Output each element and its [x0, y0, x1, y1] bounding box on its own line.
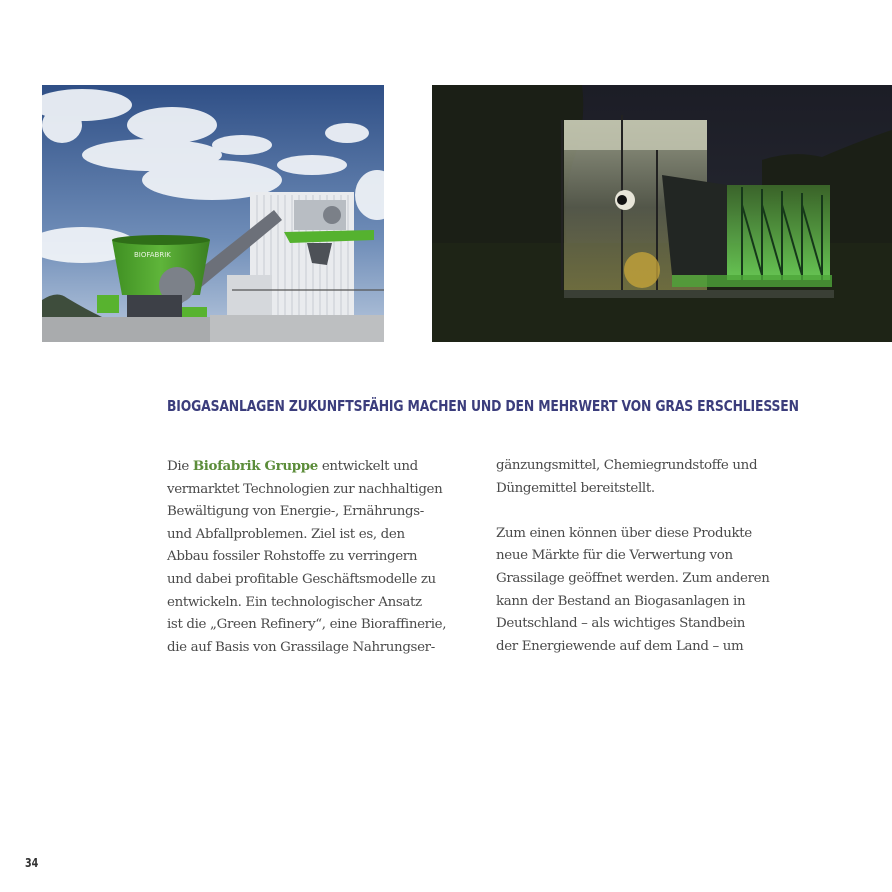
photo-biofabrik-plant-day: [42, 85, 384, 342]
body-line: ist die „Green Refinery“, eine Bioraffinerie,: [167, 617, 447, 633]
body-line: Deutschland – als wichtiges Standbein: [496, 616, 746, 632]
body-line: Düngemittel bereitstellt.: [496, 480, 655, 496]
paragraph-gap: [496, 500, 806, 523]
body-line: Abbau fossiler Rohstoffe zu verringern: [167, 549, 418, 565]
body-line: [167, 455, 477, 479]
section-heading: BIOGASANLAGEN ZUKUNFTSFÄHIG MACHEN UND DEN MEHRWERT VON GRAS ERSCHLIESSEN: [167, 397, 799, 415]
brand-name: Biofabrik Gruppe: [192, 458, 318, 474]
text-fragment: Die: [167, 459, 193, 474]
body-line: entwickeln. Ein technologischer Ansatz: [167, 594, 422, 610]
body-line: Zum einen können über diese Produkte: [496, 525, 752, 541]
body-line: Grassilage geöffnet werden. Zum anderen: [496, 570, 770, 586]
text-fragment: entwickelt und: [317, 459, 418, 474]
body-line: Bewältigung von Energie-, Ernährungs-: [167, 504, 424, 520]
plant-day-illustration: [42, 85, 384, 342]
body-line: und Abfallproblemen. Ziel ist es, den: [167, 526, 405, 542]
body-line: und dabei profitable Geschäftsmodelle zu: [167, 571, 436, 587]
body-column-left: [167, 455, 477, 659]
body-line: der Energiewende auf dem Land – um: [496, 638, 744, 654]
body-line: die auf Basis von Grassilage Nahrungser-: [167, 639, 435, 655]
body-column-right: [496, 455, 806, 658]
body-line: kann der Bestand an Biogasanlagen in: [496, 593, 746, 609]
trees-left: [432, 85, 583, 245]
body-line: neue Märkte für die Verwertung von: [496, 548, 733, 564]
page-number: 34: [25, 856, 39, 870]
body-line: gänzungsmittel, Chemiegrundstoffe und: [496, 458, 758, 473]
dark-hopper: [662, 175, 732, 275]
photo-green-refinery-night: [432, 85, 892, 342]
refinery-night-illustration: [432, 85, 892, 342]
body-line: vermarktet Technologien zur nachhaltigen: [167, 481, 443, 497]
biofabrik-logo: BIOFABRIK: [134, 251, 171, 259]
